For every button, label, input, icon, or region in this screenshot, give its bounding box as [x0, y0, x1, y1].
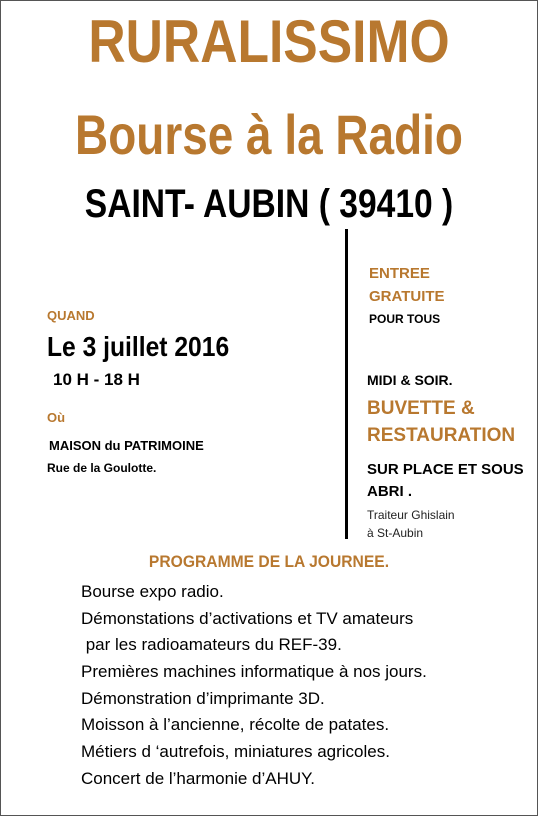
programme-item: Concert de l’harmonie d’AHUY.: [81, 768, 316, 788]
shelter-line-1: SUR PLACE ET SOUS: [367, 461, 524, 478]
buvette-info: [367, 395, 515, 449]
meals-time: MIDI & SOIR.: [367, 372, 453, 388]
shelter-info: [367, 459, 524, 503]
entry-line-1: ENTREE: [369, 265, 430, 282]
entry-info: [369, 262, 445, 308]
programme-list: [81, 579, 521, 793]
vertical-divider: [345, 229, 348, 539]
entry-for-all: POUR TOUS: [369, 312, 441, 326]
programme-item: Moisson à l’ancienne, récolte de patates.: [81, 715, 390, 735]
event-date: Le 3 juillet 2016: [47, 331, 230, 362]
buvette-line-1: BUVETTE &: [367, 398, 475, 419]
programme-item: Démonstations d’activations et TV amateurs: [81, 608, 414, 628]
caterer-line-2: à St-Aubin: [367, 526, 424, 540]
programme-item: Métiers d ‘autrefois, miniatures agricoles.: [81, 742, 390, 762]
shelter-line-2: ABRI .: [367, 483, 412, 500]
programme-item: Premières machines informatique à nos jours.: [81, 662, 427, 682]
entry-line-2: GRATUITE: [369, 288, 445, 305]
poster-location: SAINT- AUBIN ( 39410 ): [84, 182, 454, 226]
buvette-line-2: RESTAURATION: [367, 425, 516, 446]
caterer-info: [367, 506, 455, 542]
when-label: QUAND: [47, 308, 95, 323]
venue-street: Rue de la Goulotte.: [47, 461, 157, 475]
programme-item: Démonstration d’imprimante 3D.: [81, 688, 325, 708]
caterer-line-1: Traiteur Ghislain: [367, 508, 455, 522]
poster-subtitle: Bourse à la Radio: [75, 103, 463, 166]
programme-item: par les radioamateurs du REF-39.: [81, 635, 342, 655]
programme-title: PROGRAMME DE LA JOURNEE.: [148, 552, 390, 571]
event-hours: 10 H - 18 H: [53, 370, 140, 389]
programme-item: Bourse expo radio.: [81, 582, 224, 601]
where-label: Où: [47, 410, 66, 425]
venue-name: MAISON du PATRIMOINE: [49, 438, 204, 453]
poster-title: RURALISSIMO: [88, 8, 450, 75]
